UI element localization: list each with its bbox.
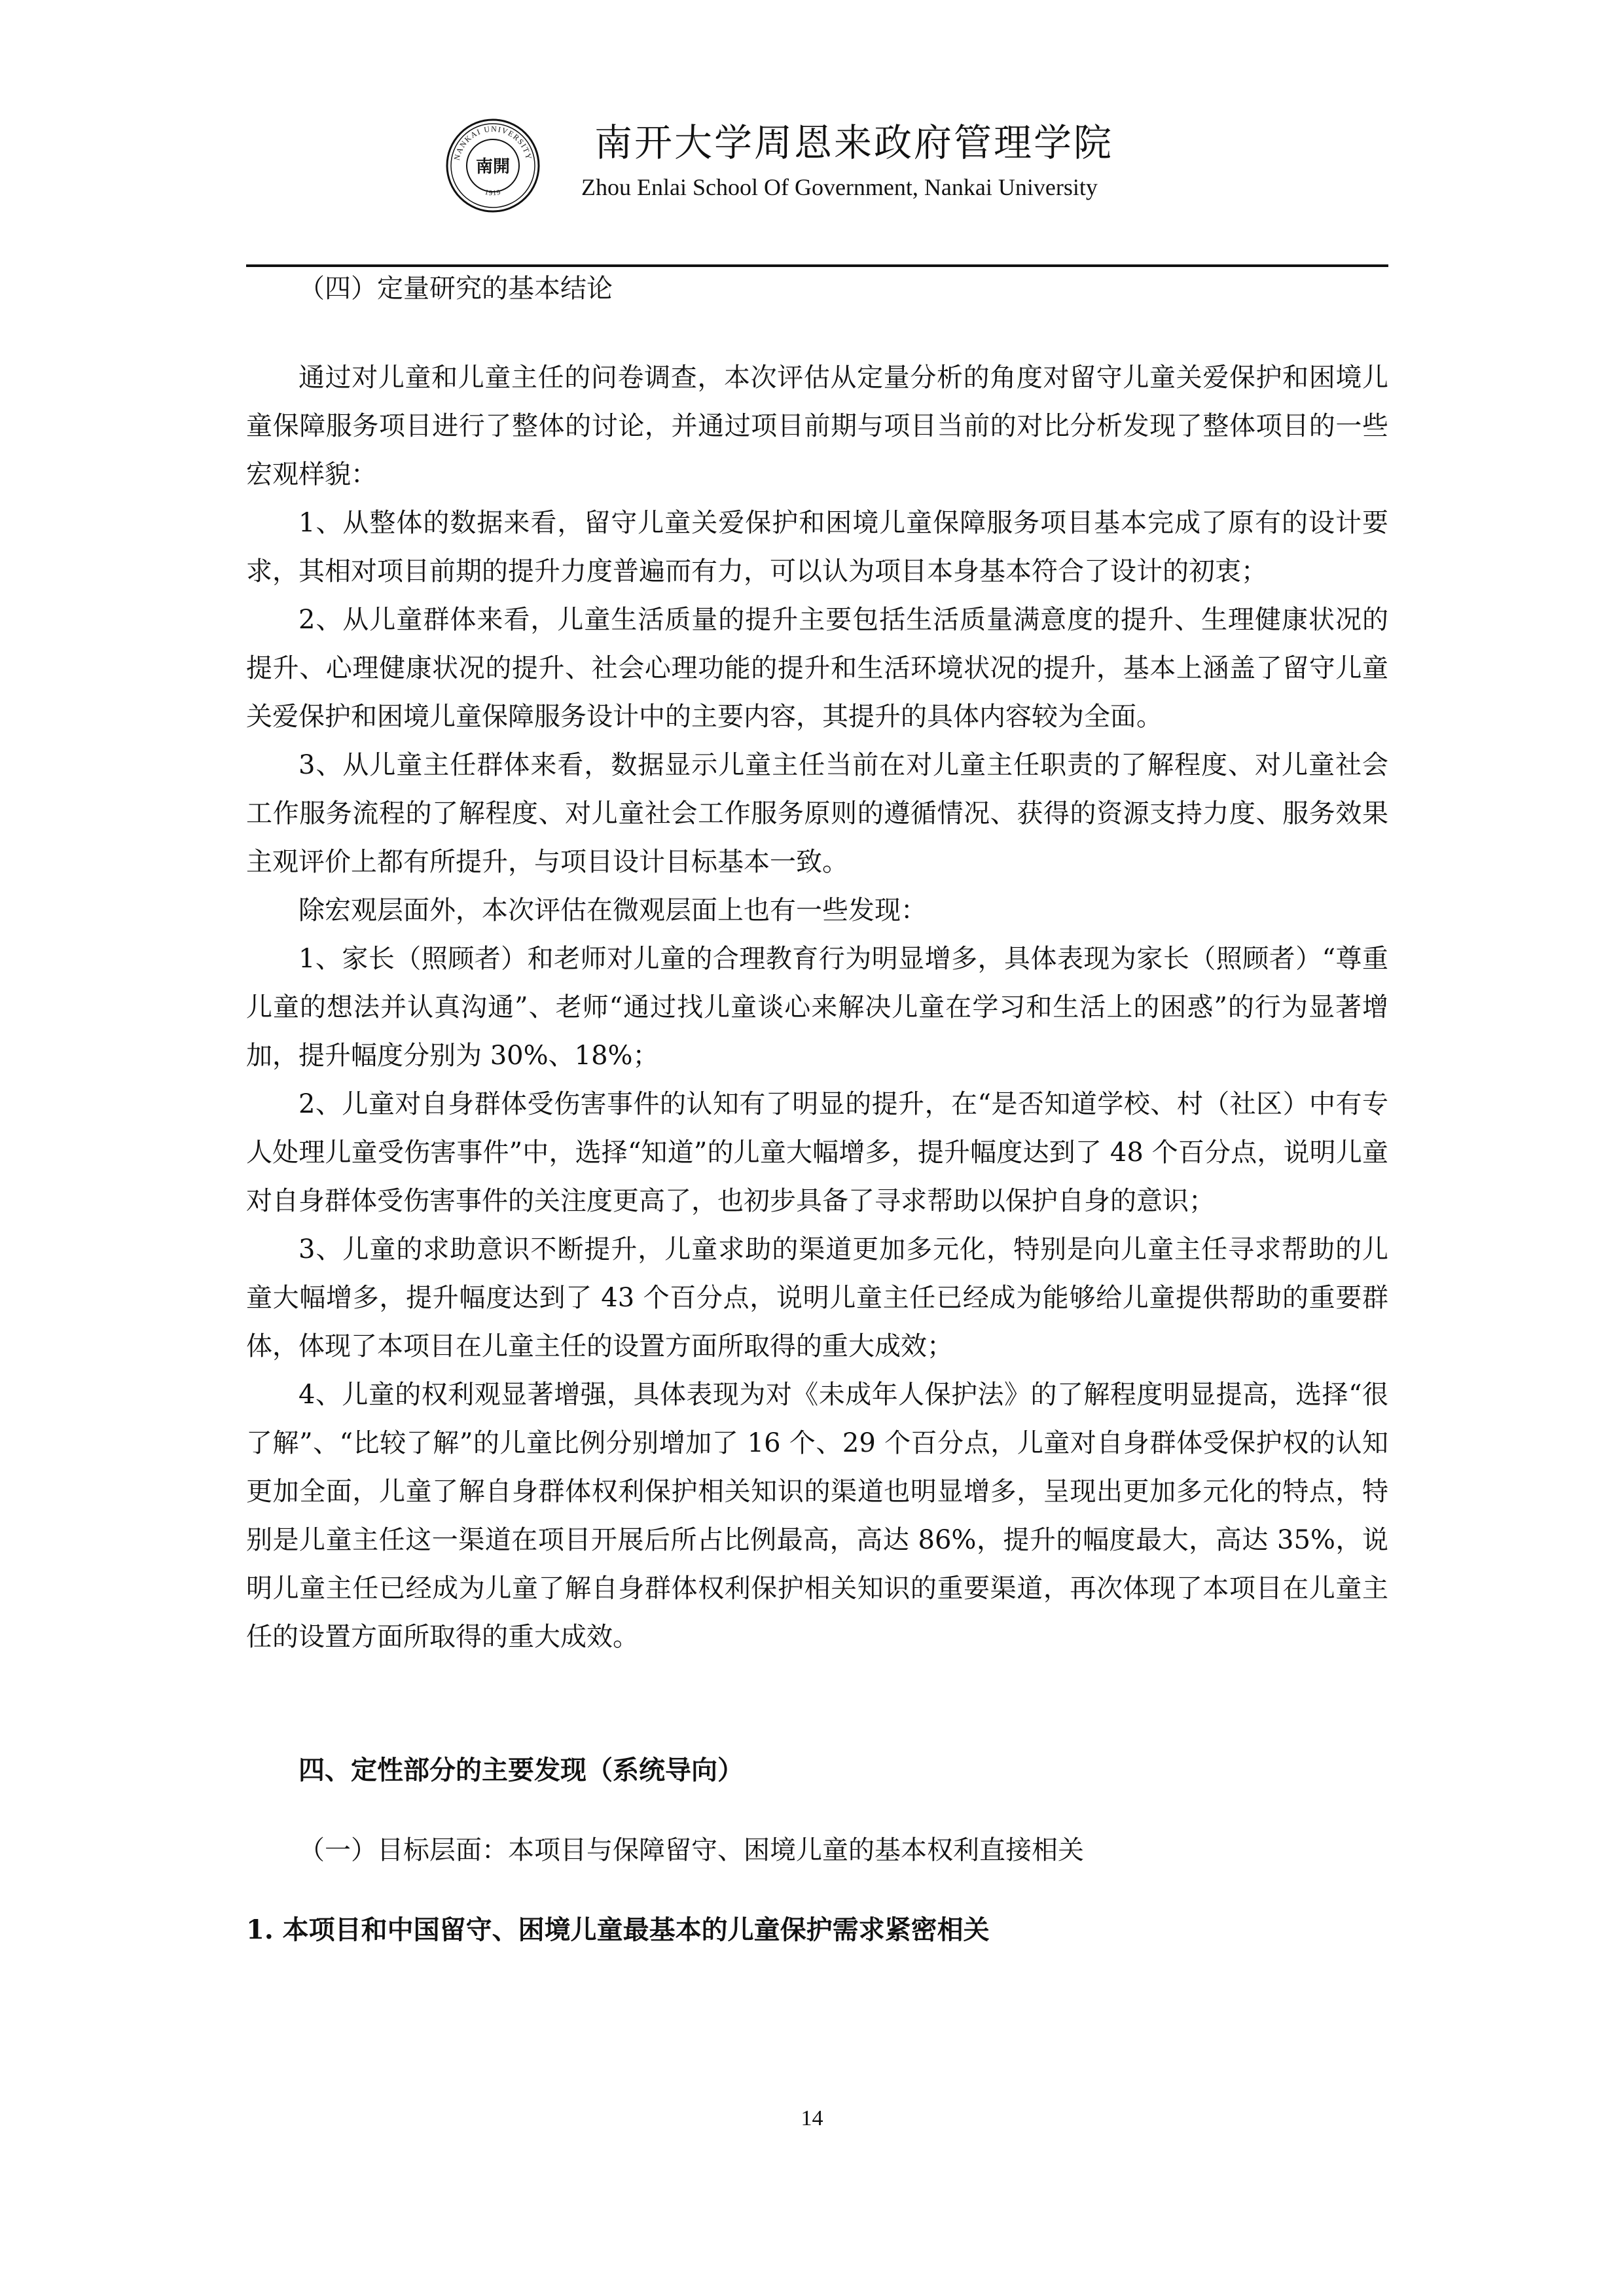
macro-finding-3: 3、从儿童主任群体来看，数据显示儿童主任当前在对儿童主任职责的了解程度、对儿童社会工作服务流程的了解程度、对儿童社会工作服务原则的遵循情况、获得的资源支持力度、服务效果主观评价上都有所提升，与项目设计目标基本一致。 bbox=[246, 750, 1388, 877]
logo-text-bottom: 1919 bbox=[484, 188, 502, 198]
subsection-goal-title: （一）目标层面：本项目与保障留守、困境儿童的基本权利直接相关 bbox=[298, 1835, 1084, 1865]
page-header bbox=[0, 0, 1624, 275]
logo-text-top: NANKAI UNIVERSITY bbox=[452, 124, 534, 162]
org-name-cn: 南开大学周恩来政府管理学院 bbox=[594, 120, 1114, 165]
nankai-university-seal-icon bbox=[445, 118, 541, 213]
point-1-title: 1. 本项目和中国留守、困境儿童最基本的儿童保护需求紧密相关 bbox=[246, 1914, 990, 1945]
micro-intro: 除宏观层面外，本次评估在微观层面上也有一些发现： bbox=[298, 895, 927, 925]
macro-finding-2: 2、从儿童群体来看，儿童生活质量的提升主要包括生活质量满意度的提升、生理健康状况的提升、心理健康状况的提升、社会心理功能的提升和生活环境状况的提升，基本上涵盖了留守儿童关爱保护和困境儿童保障服务设计中的主要内容，其提升的具体内容较为全面。 bbox=[246, 605, 1388, 732]
micro-finding-1: 1、家长（照顾者）和老师对儿童的合理教育行为明显增多，具体表现为家长（照顾者）“尊重儿童的想法并认真沟通”、老师“通过找儿童谈心来解决儿童在学习和生活上的困惑”的行为显著增加，提升幅度分别为 30%、18%； bbox=[246, 944, 1388, 1071]
micro-finding-2: 2、儿童对自身群体受伤害事件的认知有了明显的提升，在“是否知道学校、村（社区）中有专人处理儿童受伤害事件”中，选择“知道”的儿童大幅增多，提升幅度达到了 48 个百分点，说明儿童对自身群体受伤害事件的关注度更高了，也初步具备了寻求帮助以保护自身的意识； bbox=[246, 1089, 1388, 1216]
page-number: 14 bbox=[801, 2106, 823, 2130]
macro-finding-1: 1、从整体的数据来看，留守儿童关爱保护和困境儿童保障服务项目基本完成了原有的设计要求，其相对项目前期的提升力度普遍而有力，可以认为项目本身基本符合了设计的初衷； bbox=[246, 508, 1388, 586]
svg-text:1919 bbox=[484, 188, 502, 198]
micro-finding-3: 3、儿童的求助意识不断提升，儿童求助的渠道更加多元化，特别是向儿童主任寻求帮助的儿童大幅增多，提升幅度达到了 43 个百分点，说明儿童主任已经成为能够给儿童提供帮助的重要群体，体现了本项目在儿童主任的设置方面所取得的重大成效； bbox=[246, 1234, 1388, 1361]
org-name-en: Zhou Enlai School Of Government, Nankai University bbox=[581, 174, 1098, 200]
section-quant-title: （四）定量研究的基本结论 bbox=[298, 274, 613, 304]
logo-center-text: 南開 bbox=[475, 157, 511, 177]
page-content bbox=[246, 264, 1388, 1954]
micro-finding-4: 4、儿童的权利观显著增强，具体表现为对《未成年人保护法》的了解程度明显提高，选择“很了解”、“比较了解”的儿童比例分别增加了 16 个、29 个百分点，儿童对自身群体受保护权的认知更加全面，儿童了解自身群体权利保护相关知识的渠道也明显增多，呈现出更加多元化的特点，特别是儿童主任这一渠道在项目开展后所占比例最高，高达 86%，提升的幅度最大，高达 35%，说明儿童主任已经成为儿童了解自身群体权利保护相关知识的重要渠道，再次体现了本项目在儿童主任的设置方面所取得的重大成效。 bbox=[246, 1380, 1388, 1652]
intro-paragraph: 通过对儿童和儿童主任的问卷调查，本次评估从定量分析的角度对留守儿童关爱保护和困境儿童保障服务项目进行了整体的讨论，并通过项目前期与项目当前的对比分析发现了整体项目的一些宏观样貌： bbox=[246, 363, 1388, 490]
section-qual-title: 四、定性部分的主要发现（系统导向） bbox=[298, 1755, 744, 1785]
